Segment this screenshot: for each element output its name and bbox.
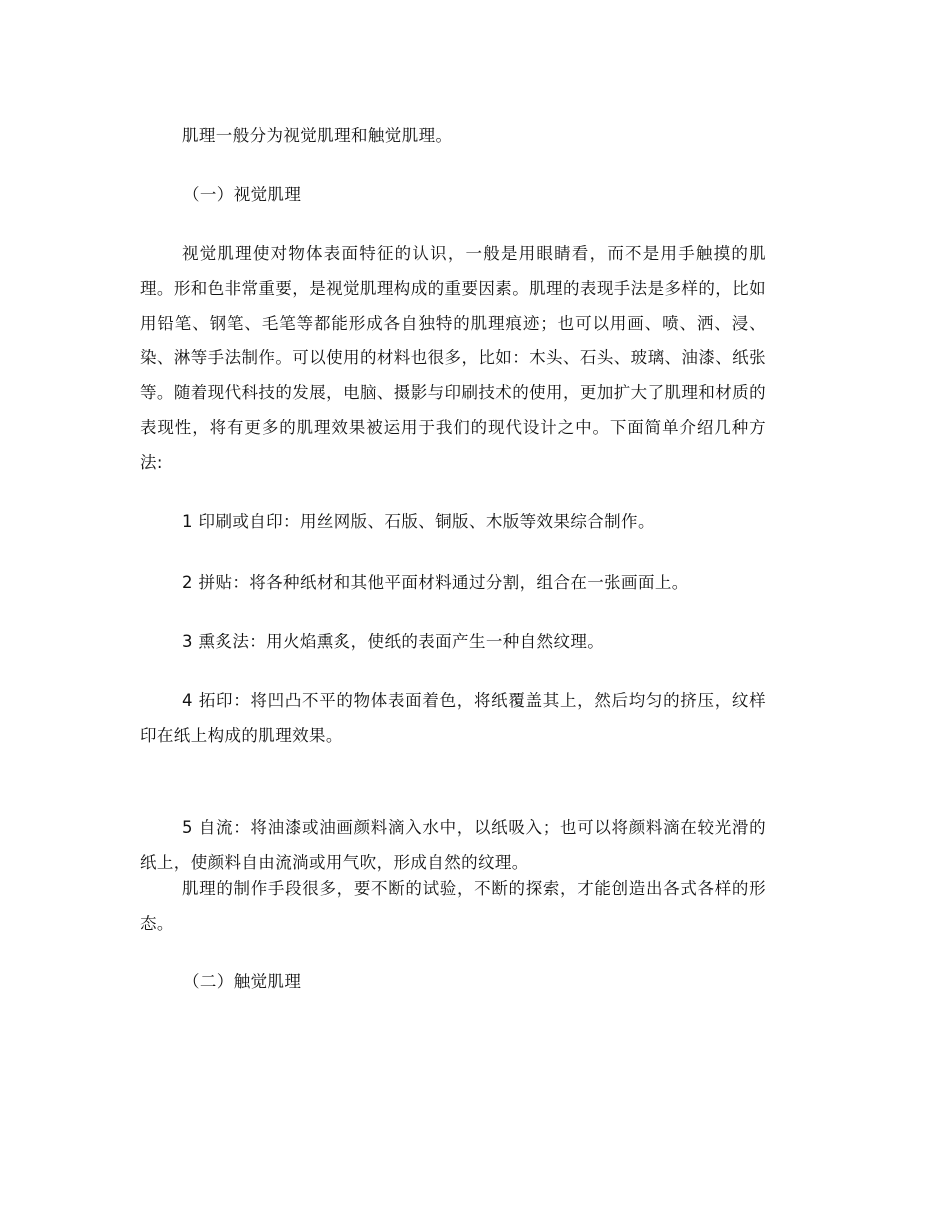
method-item-3: 3 熏炙法：用火焰熏炙，使纸的表面产生一种自然纹理。	[182, 632, 605, 651]
section-heading-visual-texture: （一）视觉肌理	[183, 185, 302, 204]
method-item-5: 5 自流：将油漆或油画颜料滴入水中，以纸吸入；也可以将颜料滴在较光滑的纸上，使颜料自由流淌或用气吹，形成自然的纹理。	[140, 818, 766, 872]
closing-paragraph: 肌理的制作手段很多，要不断的试验，不断的探索，才能创造出各式各样的形态。	[140, 879, 766, 933]
method-item-2: 2 拼贴：将各种纸材和其他平面材料通过分割，组合在一张画面上。	[182, 573, 689, 592]
method-item-1: 1 印刷或自印：用丝网版、石版、铜版、木版等效果综合制作。	[182, 512, 655, 531]
section-heading-tactile-texture: （二）触觉肌理	[183, 972, 302, 991]
visual-texture-paragraph: 视觉肌理使对物体表面特征的认识，一般是用眼睛看，而不是用手触摸的肌理。形和色非常重要，是视觉肌理构成的重要因素。肌理的表现手法是多样的，比如用铅笔、钢笔、毛笔等都能形成各自独特的肌理痕迹；也可以用画、喷、洒、浸、染、淋等手法制作。可以使用的材料也很多，比如：木头、石头、玻璃、油漆、纸张等。随着现代科技的发展，电脑、摄影与印刷技术的使用，更加扩大了肌理和材质的表现性，将有更多的肌理效果被运用于我们的现代设计之中。下面简单介绍几种方法:	[140, 244, 766, 472]
intro-paragraph: 肌理一般分为视觉肌理和触觉肌理。	[182, 126, 453, 145]
method-item-4: 4 拓印：将凹凸不平的物体表面着色，将纸覆盖其上，然后均匀的挤压，纹样印在纸上构成的肌理效果。	[140, 691, 766, 745]
